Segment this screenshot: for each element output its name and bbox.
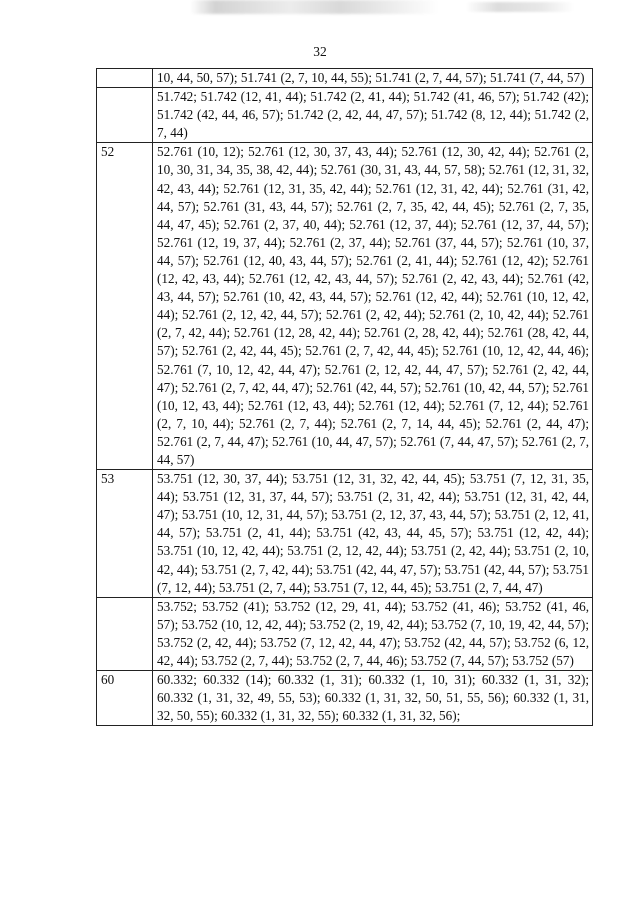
- scan-artifact: [190, 0, 440, 14]
- page-number: 32: [313, 44, 327, 59]
- group-cell: [97, 88, 153, 143]
- table-row: [97, 88, 593, 143]
- group-cell: 52: [97, 143, 153, 470]
- table-row: [97, 671, 593, 726]
- table-row: [97, 470, 593, 598]
- group-cell: 60: [97, 671, 153, 726]
- entry-cell: 53.752; 53.752 (41); 53.752 (12, 29, 41, 44); 53.752 (41, 46); 53.752 (41, 46, 57); 53.752 (10, 12, 42, 44); 53.752 (2, 19, 42, 44); 53.752 (7, 10, 19, 42, 44, 57); 53.752 (2, 42, 44); 53.752 (7, 12, 42, 44, 47); 53.752 (42, 44, 57); 53.752 (6, 12, 42, 44); 53.752 (2, 7, 44); 53.752 (2, 7, 44, 46); 53.752 (7, 44, 57); 53.752 (57): [153, 597, 593, 670]
- group-cell: [97, 69, 153, 88]
- entry-cell: 10, 44, 50, 57); 51.741 (2, 7, 10, 44, 55); 51.741 (2, 7, 44, 57); 51.741 (7, 44, 57): [153, 69, 593, 88]
- table-row: [97, 597, 593, 670]
- table-row: [97, 69, 593, 88]
- entry-cell: 51.742; 51.742 (12, 41, 44); 51.742 (2, 41, 44); 51.742 (41, 46, 57); 51.742 (42); 51.742 (42, 44, 46, 57); 51.742 (2, 42, 44, 47, 57); 51.742 (8, 12, 44); 51.742 (2, 7, 44): [153, 88, 593, 143]
- codes-table: [96, 68, 593, 726]
- group-cell: [97, 597, 153, 670]
- entry-cell: 52.761 (10, 12); 52.761 (12, 30, 37, 43, 44); 52.761 (12, 30, 42, 44); 52.761 (2, 10, 30, 31, 34, 35, 38, 42, 44); 52.761 (30, 31, 43, 44, 57, 58); 52.761 (12, 31, 32, 42, 43, 44); 52.761 (12, 31, 35, 42, 44); 52.761 (12, 31, 42, 44); 52.761 (31, 42, 44, 57); 52.761 (31, 43, 44, 57); 52.761 (2, 7, 35, 42, 44, 45); 52.761 (2, 7, 35, 44, 47, 45); 52.761 (2, 37, 40, 44); 52.761 (12, 37, 44); 52.761 (12, 37, 44, 57); 52.761 (12, 19, 37, 44); 52.761 (2, 37, 44); 52.761 (37, 44, 57); 52.761 (10, 37, 44, 57); 52.761 (12, 40, 43, 44, 57); 52.761 (2, 41, 44); 52.761 (12, 42); 52.761 (12, 42, 43, 44); 52.761 (12, 42, 43, 44, 57); 52.761 (2, 42, 43, 44); 52.761 (42, 43, 44, 57); 52.761 (10, 42, 43, 44, 57); 52.761 (12, 42, 44); 52.761 (10, 12, 42, 44); 52.761 (2, 12, 42, 44, 57); 52.761 (2, 42, 44); 52.761 (2, 10, 42, 44); 52.761 (2, 7, 42, 44); 52.761 (12, 28, 42, 44); 52.761 (2, 28, 42, 44); 52.761 (28, 42, 44, 57); 52.761 (2, 42, 44, 45); 52.761 (2, 7, 42, 44, 45); 52.761 (10, 12, 42, 44, 46); 52.761 (7, 10, 12, 42, 44, 47); 52.761 (2, 12, 42, 44, 47, 57); 52.761 (2, 42, 44, 47); 52.761 (2, 7, 42, 44, 47); 52.761 (42, 44, 57); 52.761 (10, 42, 44, 57); 52.761 (10, 12, 43, 44); 52.761 (12, 43, 44); 52.761 (12, 44); 52.761 (7, 12, 44); 52.761 (2, 7, 10, 44); 52.761 (2, 7, 44); 52.761 (2, 7, 14, 44, 45); 52.761 (2, 44, 47); 52.761 (2, 7, 44, 47); 52.761 (10, 44, 47, 57); 52.761 (7, 44, 47, 57); 52.761 (2, 7, 44, 57): [153, 143, 593, 470]
- entry-cell: 53.751 (12, 30, 37, 44); 53.751 (12, 31, 32, 42, 44, 45); 53.751 (7, 12, 31, 35, 44); 53.751 (12, 31, 37, 44, 57); 53.751 (2, 31, 42, 44); 53.751 (12, 31, 42, 44, 47); 53.751 (10, 12, 31, 44, 57); 53.751 (2, 12, 37, 43, 44, 57); 53.751 (2, 12, 41, 44, 57); 53.751 (2, 41, 44); 53.751 (42, 43, 44, 45, 57); 53.751 (12, 42, 44); 53.751 (10, 12, 42, 44); 53.751 (2, 12, 42, 44); 53.751 (2, 42, 44); 53.751 (2, 10, 42, 44); 53.751 (2, 7, 42, 44); 53.751 (42, 44, 47, 57); 53.751 (42, 44, 57); 53.751 (7, 12, 44); 53.751 (2, 7, 44); 53.751 (7, 12, 44, 45); 53.751 (2, 7, 44, 47): [153, 470, 593, 598]
- scan-artifact: [465, 2, 575, 12]
- table-row: [97, 143, 593, 470]
- group-cell: 53: [97, 470, 153, 598]
- entry-cell: 60.332; 60.332 (14); 60.332 (1, 31); 60.332 (1, 10, 31); 60.332 (1, 31, 32); 60.332 (1, 31, 32, 49, 55, 53); 60.332 (1, 31, 32, 50, 51, 55, 56); 60.332 (1, 31, 32, 50, 55); 60.332 (1, 31, 32, 55); 60.332 (1, 31, 32, 56);: [153, 671, 593, 726]
